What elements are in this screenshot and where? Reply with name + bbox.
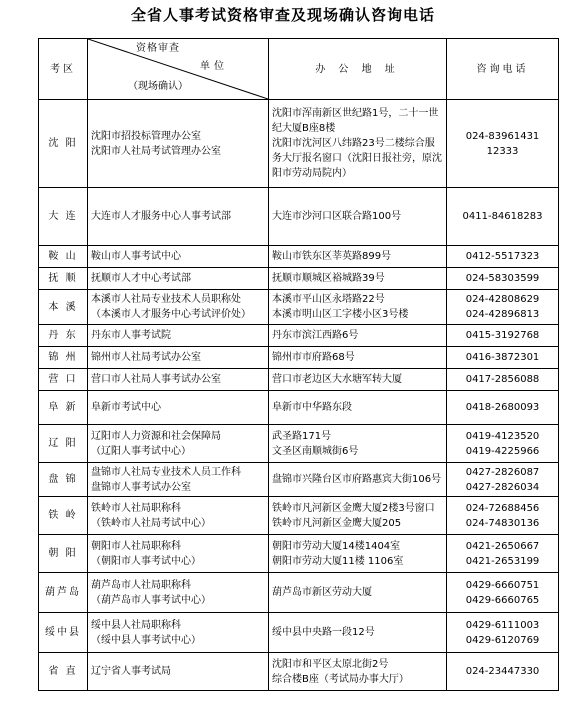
phone-line: 0416-3872301	[465, 352, 540, 363]
address-line: 本溪市明山区工字楼小区3号楼	[272, 309, 409, 320]
address-line: 抚顺市顺城区裕城路39号	[272, 273, 385, 284]
address-line: 铁岭市凡河新区金鹰大厦2楼3号窗口	[272, 502, 435, 514]
page-title: 全省人事考试资格审查及现场确认咨询电话	[130, 6, 435, 24]
unit-line: 辽宁省人事考试局	[91, 666, 171, 677]
address-line: 综合楼B座（考试局办事大厅）	[272, 673, 409, 685]
phone-line: 024-58303599	[465, 273, 540, 284]
unit-cell	[88, 653, 269, 691]
phone-line: 0429-6120769	[465, 634, 540, 646]
table-row	[39, 391, 559, 425]
phone-line: 0415-3192768	[465, 330, 540, 341]
phone-line: 0429-6111003	[465, 619, 540, 631]
address-cell	[269, 497, 447, 535]
phone-cell	[447, 535, 559, 573]
phone-cell	[447, 100, 559, 188]
address-cell	[269, 100, 447, 188]
table-row	[39, 347, 559, 369]
header-region: 考区	[39, 39, 88, 100]
table-header-row	[39, 39, 559, 100]
phone-line: 024-72688456	[465, 502, 540, 514]
region-cell: 抚 顺	[39, 268, 88, 290]
address-line: 铁岭市凡河新区金鹰大厦205	[272, 517, 402, 529]
unit-line: 本溪市人社局专业技术人员职称处	[91, 294, 241, 305]
unit-line: 抚顺市人才中心考试部	[91, 273, 191, 284]
unit-line: （葫芦岛市人事考试中心）	[91, 594, 211, 606]
address-line: 绥中县中央路一段12号	[272, 627, 375, 638]
address-cell	[269, 425, 447, 463]
unit-line: 大连市人才服务中心人事考试部	[91, 211, 231, 222]
address-line: 大连市沙河口区联合路100号	[272, 211, 402, 222]
phone-line: 0427-2826034	[465, 481, 540, 493]
unit-line: 沈阳市人社局考试管理办公室	[91, 145, 221, 157]
phone-line: 024-23447330	[465, 666, 540, 677]
table-row	[39, 463, 559, 497]
phone-cell	[447, 463, 559, 497]
table-row	[39, 535, 559, 573]
address-cell	[269, 463, 447, 497]
unit-cell	[88, 347, 269, 369]
table-row	[39, 425, 559, 463]
table-row	[39, 613, 559, 653]
address-line: 沈阳市和平区太原北街2号	[272, 658, 389, 670]
header-unit-line2: 单位	[200, 61, 228, 72]
unit-line: 盘锦市人事考试办公室	[91, 481, 191, 493]
unit-line: 朝阳市人社局职称科	[91, 540, 181, 552]
unit-cell	[88, 188, 269, 246]
table-row	[39, 268, 559, 290]
phone-line: 0421-2650667	[465, 540, 540, 552]
unit-cell	[88, 246, 269, 268]
phone-line: 0427-2826087	[465, 466, 540, 478]
unit-cell	[88, 535, 269, 573]
phone-line: 12333	[486, 145, 519, 157]
address-line: 朝阳市劳动大厦11楼 1106室	[272, 555, 404, 567]
unit-line: （本溪市人才服务中心考试评价处）	[91, 309, 251, 320]
phone-line: 0421-2653199	[465, 555, 540, 567]
phone-line: 024-42896813	[465, 309, 540, 320]
unit-line: 鞍山市人事考试中心	[91, 251, 181, 262]
unit-line: 盘锦市人社局专业技术人员工作科	[91, 466, 241, 478]
unit-line: 营口市人社局人事考试办公室	[91, 374, 221, 385]
address-line: 本溪市平山区永塔路22号	[272, 294, 385, 305]
phone-line: 0411-84618283	[462, 211, 543, 222]
phone-line: 024-74830136	[465, 517, 540, 529]
address-line: 阜新市中华路东段	[272, 402, 352, 413]
region-cell: 葫芦岛	[39, 573, 88, 613]
address-line: 葫芦岛市新区劳动大厦	[272, 587, 372, 598]
address-line: 营口市老边区大水塘军转大厦	[272, 374, 402, 385]
phone-cell	[447, 290, 559, 325]
phone-line: 024-83961431	[465, 130, 540, 142]
phone-line: 0429-6660765	[465, 594, 540, 606]
region-cell: 大 连	[39, 188, 88, 246]
table-row	[39, 325, 559, 347]
phone-cell	[447, 613, 559, 653]
address-line: 丹东市滨江西路6号	[272, 330, 359, 341]
unit-line: 阜新市考试中心	[91, 402, 161, 413]
unit-line: 沈阳市招投标管理办公室	[91, 130, 201, 142]
header-unit-line1: 资格审查	[136, 43, 180, 54]
address-line: 锦州市市府路68号	[272, 352, 355, 363]
address-cell	[269, 188, 447, 246]
address-line: 文圣区南顺城街6号	[272, 445, 359, 457]
address-cell	[269, 369, 447, 391]
phone-cell	[447, 325, 559, 347]
region-cell: 阜 新	[39, 391, 88, 425]
unit-line: 锦州市人社局考试办公室	[91, 352, 201, 363]
region-cell: 辽 阳	[39, 425, 88, 463]
phone-line: 0429-6660751	[465, 579, 540, 591]
phone-line: 0412-5517323	[465, 251, 540, 262]
address-cell	[269, 347, 447, 369]
header-unit-line3: （现场确认）	[128, 81, 188, 92]
unit-cell	[88, 268, 269, 290]
unit-cell	[88, 497, 269, 535]
header-unit	[88, 39, 269, 100]
unit-cell	[88, 463, 269, 497]
table-row	[39, 246, 559, 268]
address-cell	[269, 246, 447, 268]
unit-line: （绥中县人事考试中心）	[91, 634, 201, 646]
region-cell: 锦 州	[39, 347, 88, 369]
region-cell: 丹 东	[39, 325, 88, 347]
unit-line: 辽阳市人力资源和社会保障局	[91, 430, 221, 442]
phone-cell	[447, 268, 559, 290]
phone-cell	[447, 653, 559, 691]
address-cell	[269, 325, 447, 347]
header-address: 办 公 地 址	[269, 39, 447, 100]
unit-cell	[88, 325, 269, 347]
phone-cell	[447, 497, 559, 535]
unit-cell	[88, 573, 269, 613]
unit-cell	[88, 290, 269, 325]
phone-cell	[447, 369, 559, 391]
phone-cell	[447, 188, 559, 246]
unit-cell	[88, 100, 269, 188]
address-line: 武圣路171号	[272, 430, 332, 442]
region-cell: 省 直	[39, 653, 88, 691]
address-cell	[269, 268, 447, 290]
phone-line: 024-42808629	[465, 294, 540, 305]
address-line: 鞍山市铁东区莘英路899号	[272, 251, 392, 262]
address-cell	[269, 653, 447, 691]
table-row	[39, 290, 559, 325]
address-line: 沈阳市沈河区八纬路23号二楼综合服务大厅报名窗口（沈阳日报社旁，原沈阳市劳动局院内）	[272, 138, 442, 179]
phone-cell	[447, 246, 559, 268]
table-row	[39, 100, 559, 188]
address-cell	[269, 535, 447, 573]
contact-table	[38, 38, 559, 691]
region-cell: 盘 锦	[39, 463, 88, 497]
region-cell: 本 溪	[39, 290, 88, 325]
table-row	[39, 573, 559, 613]
phone-cell	[447, 391, 559, 425]
region-cell: 铁 岭	[39, 497, 88, 535]
unit-line: （辽阳人事考试中心）	[91, 445, 191, 457]
region-cell: 沈 阳	[39, 100, 88, 188]
header-phone: 咨询电话	[447, 39, 559, 100]
unit-line: （朝阳市人事考试中心）	[91, 555, 201, 567]
phone-cell	[447, 425, 559, 463]
unit-line: （铁岭市人社局考试中心）	[91, 517, 211, 529]
unit-cell	[88, 391, 269, 425]
region-cell: 朝 阳	[39, 535, 88, 573]
address-cell	[269, 613, 447, 653]
region-cell: 营 口	[39, 369, 88, 391]
phone-cell	[447, 347, 559, 369]
address-line: 朝阳市劳动大厦14楼1404室	[272, 540, 401, 552]
unit-line: 铁岭市人社局职称科	[91, 502, 181, 514]
table-row	[39, 188, 559, 246]
unit-line: 丹东市人事考试院	[91, 330, 171, 341]
address-line: 盘锦市兴隆台区市府路惠宾大街106号	[272, 474, 442, 485]
table-row	[39, 369, 559, 391]
unit-cell	[88, 369, 269, 391]
address-cell	[269, 573, 447, 613]
unit-cell	[88, 613, 269, 653]
phone-line: 0419-4225966	[465, 445, 540, 457]
address-cell	[269, 290, 447, 325]
unit-cell	[88, 425, 269, 463]
phone-line: 0418-2680093	[465, 402, 540, 413]
table-row	[39, 497, 559, 535]
region-cell: 鞍 山	[39, 246, 88, 268]
address-line: 沈阳市浑南新区世纪路1号，二十一世纪大厦B座8楼	[272, 108, 439, 134]
phone-line: 0419-4123520	[465, 430, 540, 442]
table-row	[39, 653, 559, 691]
phone-cell	[447, 573, 559, 613]
phone-line: 0417-2856088	[465, 374, 540, 385]
unit-line: 绥中县人社局职称科	[91, 619, 181, 631]
address-cell	[269, 391, 447, 425]
region-cell: 绥中县	[39, 613, 88, 653]
unit-line: 葫芦岛市人社局职称科	[91, 579, 191, 591]
